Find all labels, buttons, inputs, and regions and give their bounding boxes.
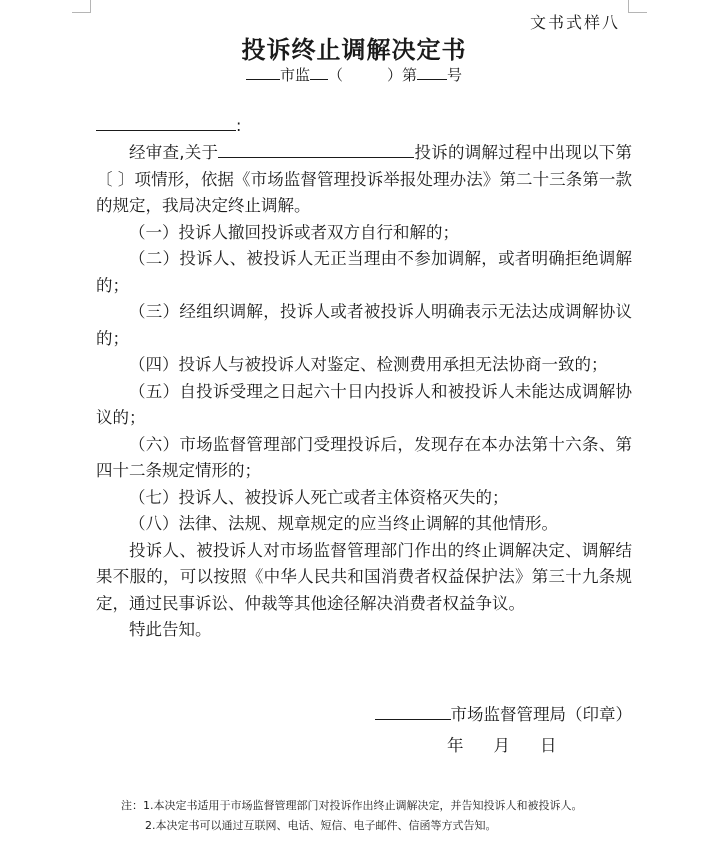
recipient-blank bbox=[96, 116, 236, 131]
city-prefix: 市监 bbox=[279, 66, 310, 84]
crop-mark-top-left bbox=[72, 0, 91, 13]
number-suffix: 号 bbox=[447, 66, 463, 84]
signature-blank bbox=[375, 705, 451, 720]
complaint-blank bbox=[218, 143, 414, 158]
signature-line bbox=[96, 701, 632, 725]
item-5: （五）自投诉受理之日起六十日内投诉人和被投诉人未能达成调解协议的； bbox=[96, 381, 632, 427]
sample-label: 文书式样八 bbox=[530, 13, 621, 32]
document-body bbox=[96, 140, 632, 644]
recipient-colon: : bbox=[236, 116, 242, 135]
intro-prefix: 经审查,关于 bbox=[129, 143, 219, 162]
abbr-blank bbox=[310, 65, 328, 80]
paren-close: ）第 bbox=[387, 66, 418, 84]
date-day: 日 bbox=[540, 736, 557, 755]
date-year: 年 bbox=[447, 736, 464, 755]
item-7: （七）投诉人、被投诉人死亡或者主体资格灭失的； bbox=[129, 487, 509, 507]
document-title: 投诉终止调解决定书 bbox=[241, 36, 467, 64]
remedy-paragraph: 投诉人、被投诉人对市场监督管理部门作出的终止调解决定、调解结果不服的，可以按照《中华人民共和国消费者权益保护法》第三十九条规定，通过民事诉讼、仲裁等其他途径解决消费者权益争议。 bbox=[96, 540, 632, 613]
date-line bbox=[447, 732, 557, 756]
serial-blank bbox=[417, 65, 447, 80]
city-blank bbox=[246, 65, 280, 80]
paren-open: （ bbox=[327, 66, 343, 84]
notice-paragraph: 特此告知。 bbox=[129, 620, 212, 639]
crop-mark-top-right bbox=[628, 0, 647, 13]
issuing-authority: 市场监督管理局（印章） bbox=[450, 705, 632, 724]
intro-paragraph bbox=[96, 140, 632, 220]
document-number-line bbox=[0, 64, 708, 85]
item-2: （二）投诉人、被投诉人无正当理由不参加调解，或者明确拒绝调解的； bbox=[96, 249, 632, 295]
footnote-1: 注：1.本决定书适用于市场监督管理部门对投诉作出终止调解决定，并告知投诉人和被投诉人。 bbox=[121, 799, 583, 812]
item-8: （八）法律、法规、规章规定的应当终止调解的其他情形。 bbox=[129, 514, 558, 533]
item-3: （三）经组织调解，投诉人或者被投诉人明确表示无法达成调解协议的； bbox=[96, 302, 632, 348]
item-6: （六）市场监督管理部门受理投诉后，发现存在本办法第十六条、第四十二条规定情形的； bbox=[96, 434, 632, 480]
item-4: （四）投诉人与被投诉人对鉴定、检测费用承担无法协商一致的； bbox=[129, 355, 608, 374]
recipient-line bbox=[96, 116, 241, 135]
item-1: （一）投诉人撤回投诉或者双方自行和解的； bbox=[129, 222, 459, 242]
footnote-2: 2.本决定书可以通过互联网、电话、短信、电子邮件、信函等方式告知。 bbox=[145, 819, 497, 832]
intro-rest: 投诉的调解过程中出现以下第〔 〕项情形，依据《市场监督管理投诉举报处理办法》第二十三条第一款的规定，我局决定终止调解。 bbox=[96, 143, 632, 215]
footnotes bbox=[121, 796, 583, 836]
date-month: 月 bbox=[493, 736, 510, 755]
